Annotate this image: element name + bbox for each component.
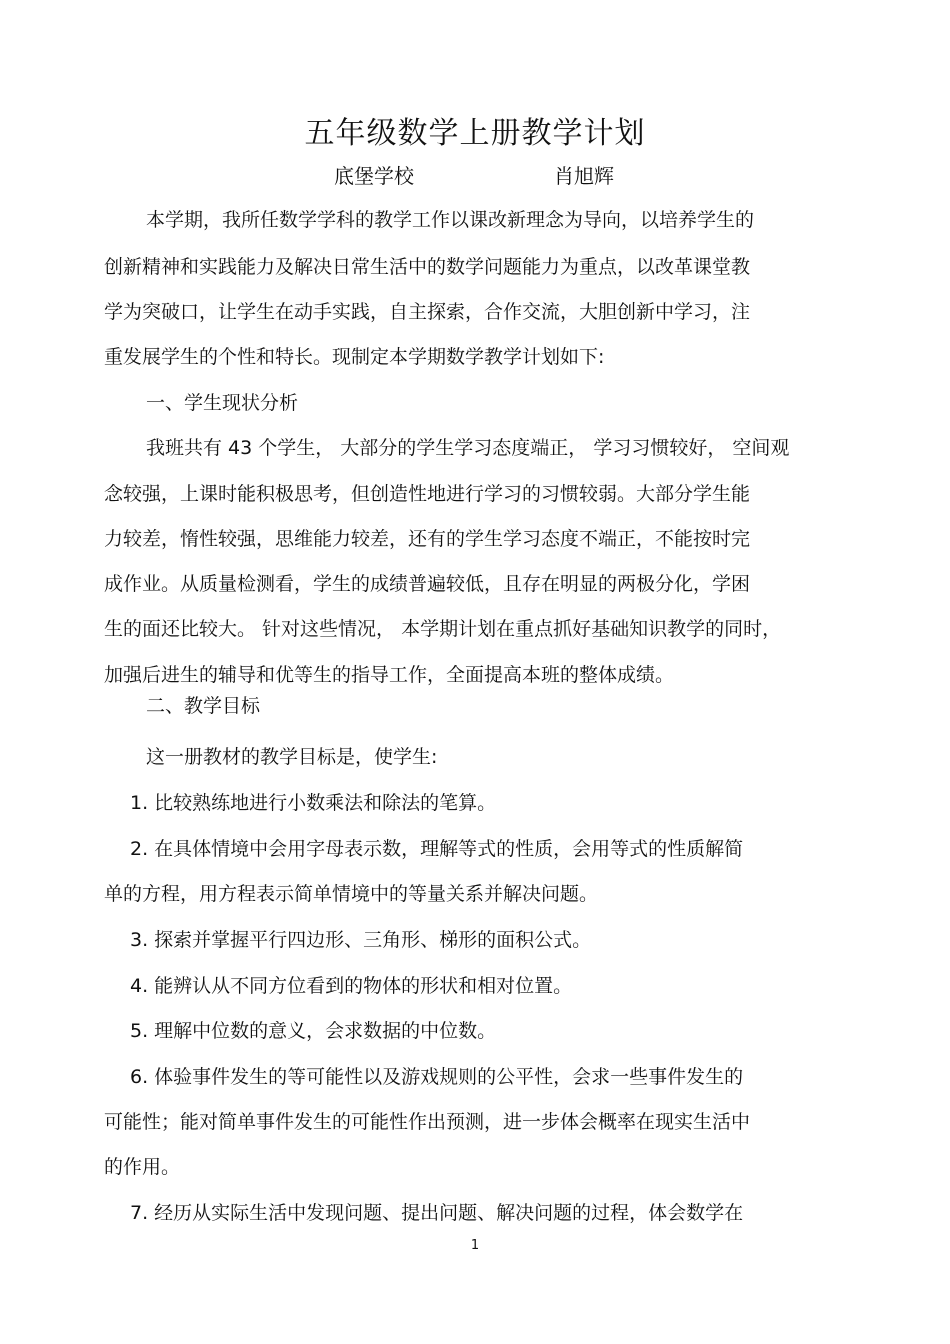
author-name: 肖旭辉 <box>554 164 614 188</box>
goal-item-7: 7. 经历从实际生活中发现问题、提出问题、解决问题的过程，体会数学在 <box>130 1202 744 1224</box>
section-heading-2: 二、教学目标 <box>146 695 261 717</box>
goal-item-4: 4. 能辨认从不同方位看到的物体的形状和相对位置。 <box>130 975 573 997</box>
section-heading-1: 一、学生现状分析 <box>146 392 299 414</box>
goal-item-6-cont-2: 的作用。 <box>104 1156 181 1178</box>
document-title: 五年级数学上册教学计划 <box>304 116 646 151</box>
analysis-line-3: 力较差，惰性较强，思维能力较差，还有的学生学习态度不端正，不能按时完 <box>104 528 751 550</box>
page-number: 1 <box>470 1238 480 1253</box>
analysis-line-4: 成作业。从质量检测看，学生的成绩普遍较低，且存在明显的两极分化，学困 <box>104 573 751 595</box>
intro-line-3: 学为突破口，让学生在动手实践，自主探索，合作交流，大胆创新中学习，注 <box>104 301 751 323</box>
analysis-line-1: 我班共有 43 个学生， 大部分的学生学习态度端正， 学习习惯较好， 空间观 <box>146 437 790 459</box>
analysis-line-5: 生的面还比较大。 针对这些情况， 本学期计划在重点抓好基础知识教学的同时， <box>104 618 782 640</box>
goal-item-2-cont: 单的方程，用方程表示简单情境中的等量关系并解决问题。 <box>104 883 599 905</box>
goal-item-6-cont-1: 可能性；能对简单事件发生的可能性作出预测，进一步体会概率在现实生活中 <box>104 1111 751 1133</box>
goal-item-2: 2. 在具体情境中会用字母表示数，理解等式的性质，会用等式的性质解简 <box>130 838 744 860</box>
goal-item-1: 1. 比较熟练地进行小数乘法和除法的笔算。 <box>130 792 497 814</box>
intro-line-2: 创新精神和实践能力及解决日常生活中的数学问题能力为重点，以改革课堂教 <box>104 256 751 278</box>
analysis-line-2: 念较强，上课时能积极思考，但创造性地进行学习的习惯较弱。大部分学生能 <box>104 483 751 505</box>
analysis-line-6: 加强后进生的辅导和优等生的指导工作，全面提高本班的整体成绩。 <box>104 664 675 686</box>
goal-item-3: 3. 探索并掌握平行四边形、三角形、梯形的面积公式。 <box>130 929 592 951</box>
goals-intro: 这一册教材的教学目标是，使学生: <box>146 746 438 768</box>
intro-line-1: 本学期，我所任数学学科的教学工作以课改新理念为导向，以培养学生的 <box>146 209 755 231</box>
intro-line-4: 重发展学生的个性和特长。现制定本学期数学教学计划如下: <box>104 346 605 368</box>
school-name: 底堡学校 <box>334 164 414 188</box>
goal-item-5: 5. 理解中位数的意义，会求数据的中位数。 <box>130 1020 497 1042</box>
goal-item-6: 6. 体验事件发生的等可能性以及游戏规则的公平性，会求一些事件发生的 <box>130 1066 744 1088</box>
